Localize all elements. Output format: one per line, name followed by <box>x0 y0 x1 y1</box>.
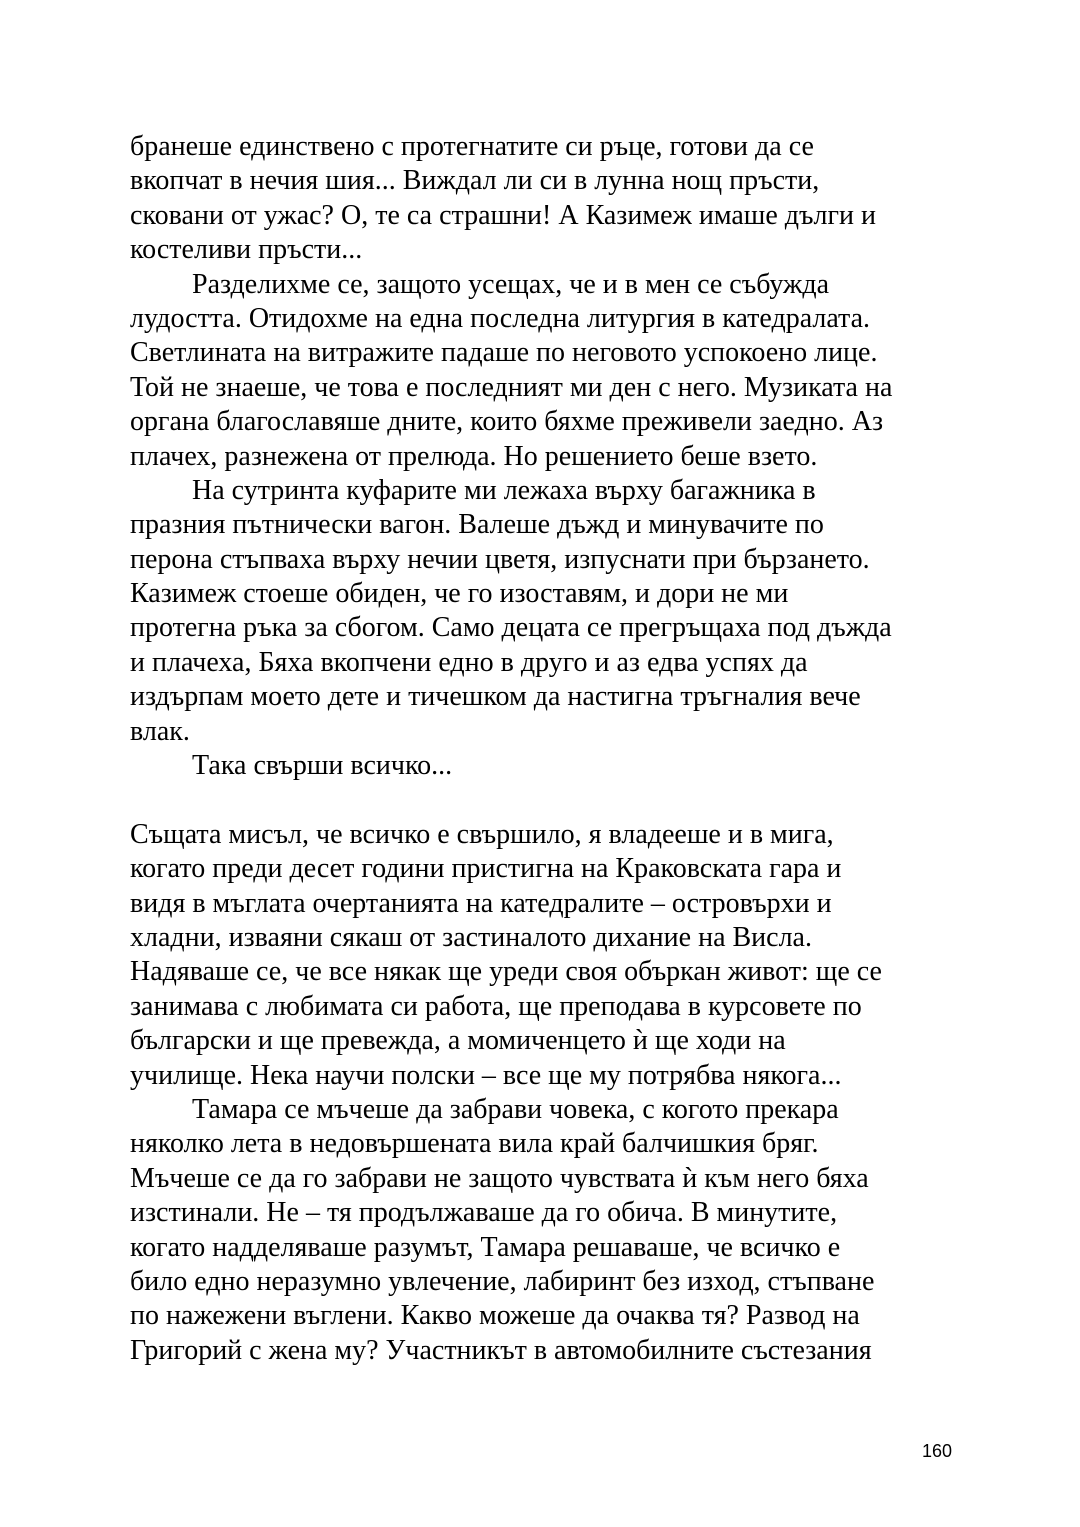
text-line: видя в мъглата очертанията на катедралите – островърхи и <box>130 887 832 919</box>
blank-line <box>130 783 960 817</box>
text-line: Григорий с жена му? Участникът в автомобилните състезания <box>130 1334 872 1366</box>
text-line: перона стъпваха върху нечии цветя, изпуснати при бързането. <box>130 543 870 575</box>
text-line: хладни, изваяни сякаш от застиналото дихание на Висла. <box>130 921 812 953</box>
text-line: Казимеж стоеше обиден, че го изоставям, и дори не ми <box>130 578 789 610</box>
text-line: Той не знаеше, че това е последният ми ден с него. Музиката на <box>130 371 893 403</box>
text-line: издърпам моето дете и тичешком да настигна тръгналия вече <box>130 681 861 713</box>
text-line: по нажежени въглени. Какво можеше да очаква тя? Развод на <box>130 1300 860 1332</box>
paragraph-start-line: Същата мисъл, че всичко е свършило, я владееше и в мига, <box>130 818 834 850</box>
text-line: училище. Нека научи полски – все ще му потрябва някога... <box>130 1059 842 1091</box>
text-line: плачех, разнежена от прелюда. Но решението беше взето. <box>130 440 818 472</box>
text-line: когато преди десет години пристигна на Краковската гара и <box>130 853 842 885</box>
paragraph-start-line: Разделихме се, защото усещах, че и в мен се събужда <box>192 268 830 300</box>
page-number: 160 <box>921 1441 952 1461</box>
text-line: костеливи пръсти... <box>130 234 363 266</box>
text-line: Светлината на витражите падаше по неговото успокоено лице. <box>130 337 878 369</box>
text-line: и плачеха, Бяха вкопчени едно в друго и аз едва успях да <box>130 646 808 678</box>
text-line: няколко лета в недовършената вила край балчишкия бряг. <box>130 1128 819 1160</box>
text-line: вкопчат в нечия шия... Виждал ли си в лунна нощ пръсти, <box>130 165 820 197</box>
text-line: влак. <box>130 715 190 747</box>
text-line: сковани от ужас? О, те са страшни! А Казимеж имаше дълги и <box>130 199 876 231</box>
text-line: занимава с любимата си работа, ще преподава в курсовете по <box>130 990 862 1022</box>
text-line: празния пътнически вагон. Валеше дъжд и минувачите по <box>130 509 824 541</box>
paragraph-start-line: На сутринта куфарите ми лежаха върху багажника в <box>192 474 816 506</box>
text-line: протегна ръка за сбогом. Само децата се прегръщаха под дъжда <box>130 612 892 644</box>
paragraph-start-line: Тамара се мъчеше да забрави човека, с когото прекара <box>192 1093 839 1125</box>
body-text <box>130 130 960 1368</box>
text-line: лудостта. Отидохме на една последна литургия в катедралата. <box>130 302 871 334</box>
text-line: Мъчеше се да го забрави не защото чувствата ѝ към него бяха <box>130 1162 869 1194</box>
text-line: изстинали. Не – тя продължаваше да го обича. В минутите, <box>130 1197 838 1229</box>
text-line: било едно неразумно увлечение, лабиринт без изход, стъпване <box>130 1265 875 1297</box>
text-line: бранеше единствено с протегнатите си ръце, готови да се <box>130 131 814 162</box>
text-line: български и ще превежда, а момиченцето ѝ ще ходи на <box>130 1025 786 1057</box>
text-line: когато надделяваше разумът, Тамара решаваше, че всичко е <box>130 1231 841 1263</box>
text-line: Надяваше се, че все някак ще уреди своя объркан живот: ще се <box>130 956 882 988</box>
text-line: органа благославяше дните, които бяхме преживели заедно. Аз <box>130 406 884 438</box>
paragraph-start-line: Така свърши всичко... <box>192 750 453 782</box>
